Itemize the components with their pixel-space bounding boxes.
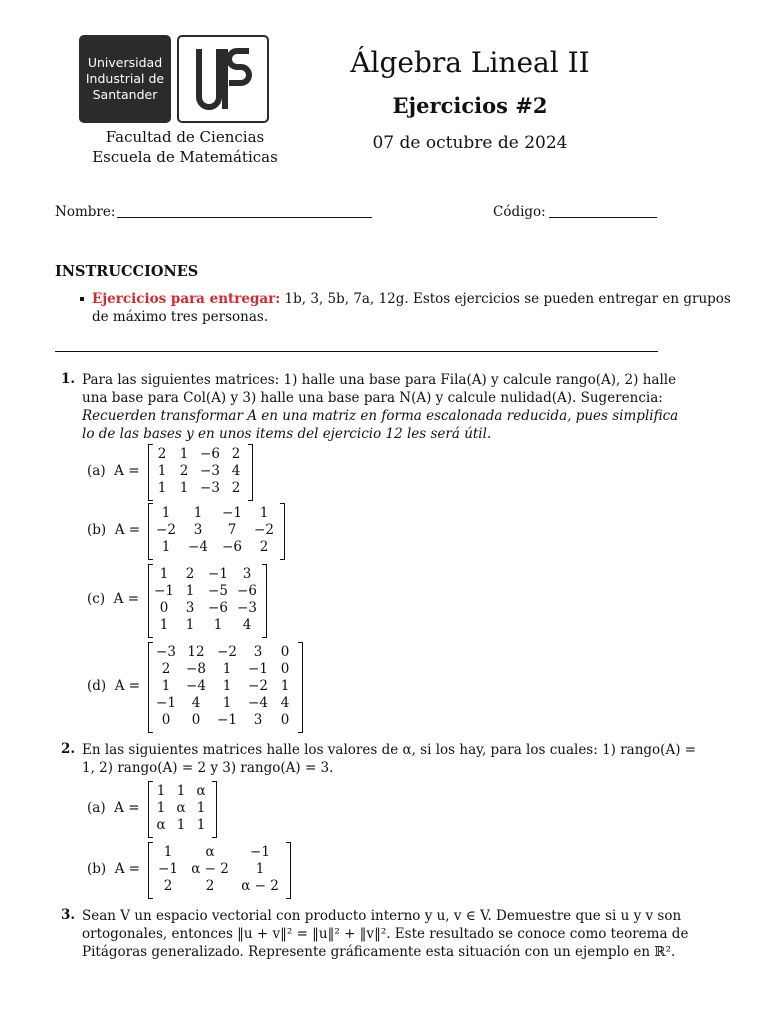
matrix-cell: −3: [237, 600, 257, 616]
matrix-cell: 1: [156, 783, 166, 799]
matrix-cell: 12: [187, 644, 205, 660]
matrix-cell: −1: [156, 695, 176, 711]
matrix-cell: 1: [222, 661, 232, 677]
name-label: Nombre:: [55, 204, 116, 220]
exercise-2-line-1: En las siguientes matrices halle los valores de α, si los hay, para los cuales: 1) rango(A) =: [82, 742, 697, 758]
matrix-cell: 3: [253, 644, 263, 660]
matrix-cell: 1: [280, 678, 290, 694]
matrix-cell: 1: [163, 844, 173, 860]
matrix-cell: α: [196, 783, 206, 799]
matrix-cell: 1: [259, 505, 269, 521]
matrix-cell: −2: [248, 678, 268, 694]
matrix-cell: −1: [250, 844, 270, 860]
matrix-right-bracket: [212, 781, 217, 838]
exercise-1-number: 1.: [61, 371, 76, 387]
matrix-cell: 1: [222, 678, 232, 694]
matrix-label: (b) A =: [87, 860, 141, 877]
matrix-cell: 0: [159, 600, 169, 616]
matrix-cell: 1: [196, 817, 206, 833]
matrix-cell: 3: [242, 566, 252, 582]
matrix-cell: 2: [231, 480, 241, 496]
matrix-cell: −4: [188, 539, 208, 555]
matrix-cell: 1: [157, 463, 167, 479]
matrix-cell: 2: [185, 566, 195, 582]
instructions-text-1: 1b, 3, 5b, 7a, 12g. Estos ejercicios se pueden entregar en grupos: [284, 291, 731, 307]
matrix-cell: 2: [205, 878, 215, 894]
matrix-right-bracket: [280, 503, 285, 560]
matrix-cell: −5: [208, 583, 228, 599]
matrix-cell: α: [205, 844, 215, 860]
matrix-right-bracket: [248, 444, 253, 501]
deliver-label: Ejercicios para entregar:: [92, 291, 281, 307]
name-field[interactable]: [117, 217, 372, 218]
matrix-cell: 4: [191, 695, 201, 711]
university-seal: [177, 35, 269, 123]
matrix-cell: 1: [159, 566, 169, 582]
bullet: [80, 297, 84, 301]
university-logo: [79, 35, 171, 123]
exercise-3-line-1: Sean V un espacio vectorial con producto interno y u, v ∈ V. Demuestre que si u y v son: [82, 908, 682, 924]
matrix-cell: 1: [176, 783, 186, 799]
matrix-cell: 1: [161, 678, 171, 694]
matrix-cell: −6: [208, 600, 228, 616]
exercise-1-line-2: una base para Col(A) y 3) halle una base para N(A) y calcule nulidad(A). Sugerencia:: [82, 390, 663, 406]
instructions-line-1: [92, 290, 731, 308]
matrix-cell: 1: [222, 695, 232, 711]
matrix-cell: −1: [208, 566, 228, 582]
matrix-cell: 1: [255, 861, 265, 877]
matrix-cell: −3: [200, 463, 220, 479]
matrix-cell: −8: [186, 661, 206, 677]
school: Escuela de Matemáticas: [92, 148, 278, 166]
matrix-cell: 3: [253, 712, 263, 728]
matrix-cell: α − 2: [241, 878, 279, 894]
matrix-cell: 2: [259, 539, 269, 555]
matrix-label: (a) A =: [87, 462, 140, 479]
uis-seal-icon: [179, 37, 267, 121]
logo-line-1: Universidad: [87, 55, 163, 70]
matrix-cell: 1: [157, 480, 167, 496]
matrix-cell: 1: [161, 505, 171, 521]
matrix-cell: −1: [154, 583, 174, 599]
matrix-cell: −1: [217, 712, 237, 728]
matrix-label: (d) A =: [87, 677, 141, 694]
matrix-cell: α: [156, 817, 166, 833]
matrix-cell: −2: [254, 522, 274, 538]
matrix-right-bracket: [262, 564, 267, 638]
matrix-cell: 0: [191, 712, 201, 728]
matrix-cell: 2: [157, 446, 167, 462]
matrix-cell: 3: [185, 600, 195, 616]
matrix-cell: −2: [217, 644, 237, 660]
matrix-cell: 0: [280, 661, 290, 677]
matrix-cell: −1: [222, 505, 242, 521]
exercise-1-line-3: Recuerden transformar A en una matriz en forma escalonada reducida, pues simplifica: [82, 408, 679, 424]
matrix-cell: 0: [280, 644, 290, 660]
matrix-cell: 1: [213, 617, 223, 633]
page-title: Álgebra Lineal II: [350, 46, 590, 79]
matrix-cell: α − 2: [191, 861, 229, 877]
matrix-cell: 1: [196, 800, 206, 816]
exercise-2-line-2: 1, 2) rango(A) = 2 y 3) rango(A) = 3.: [82, 760, 334, 776]
matrix-cell: 1: [193, 505, 203, 521]
matrix-cell: 1: [161, 539, 171, 555]
faculty: Facultad de Ciencias: [105, 128, 265, 146]
code-label: Código:: [493, 204, 546, 220]
matrix-cell: 0: [161, 712, 171, 728]
date: 07 de octubre de 2024: [372, 133, 568, 153]
matrix-cell: 1: [179, 446, 189, 462]
matrix-cell: −4: [186, 678, 206, 694]
logo-line-2: Industrial de: [85, 71, 165, 86]
matrix-label: (b) A =: [87, 521, 141, 538]
matrix-right-bracket: [298, 642, 303, 733]
matrix-cell: −6: [237, 583, 257, 599]
exercise-1-line-4: lo de las bases y en unos items del ejercicio 12 les será útil.: [82, 426, 492, 442]
exercise-3-line-3: Pitágoras generalizado. Represente gráficamente esta situación con un ejemplo en ℝ².: [82, 944, 676, 960]
matrix-cell: −1: [158, 861, 178, 877]
matrix-cell: −3: [200, 480, 220, 496]
matrix-cell: 2: [179, 463, 189, 479]
instructions-line-2: de máximo tres personas.: [92, 309, 269, 325]
exercise-2-number: 2.: [61, 741, 76, 757]
matrix-cell: 1: [159, 617, 169, 633]
matrix-cell: 4: [231, 463, 241, 479]
matrix-cell: −6: [222, 539, 242, 555]
matrix-right-bracket: [286, 842, 291, 899]
matrix-cell: −3: [156, 644, 176, 660]
matrix-cell: 2: [231, 446, 241, 462]
matrix-cell: −1: [248, 661, 268, 677]
matrix-cell: 1: [185, 583, 195, 599]
matrix-cell: 2: [163, 878, 173, 894]
matrix-cell: 2: [161, 661, 171, 677]
matrix-cell: 1: [176, 817, 186, 833]
matrix-cell: 4: [280, 695, 290, 711]
matrix-cell: 1: [179, 480, 189, 496]
code-field[interactable]: [549, 217, 657, 218]
matrix-label: (c) A =: [87, 591, 140, 607]
matrix-cell: −6: [200, 446, 220, 462]
logo-line-3: Santander: [92, 87, 158, 102]
divider: [55, 351, 658, 352]
exercise-1-line-1: Para las siguientes matrices: 1) halle una base para Fila(A) y calcule rango(A), 2) halle: [82, 372, 677, 388]
matrix-cell: 1: [156, 800, 166, 816]
matrix-label: (a) A =: [87, 799, 140, 816]
matrix-cell: 7: [227, 522, 237, 538]
exercise-3-number: 3.: [61, 907, 76, 923]
matrix-cell: −2: [156, 522, 176, 538]
matrix-cell: 1: [185, 617, 195, 633]
page-subtitle: Ejercicios #2: [392, 93, 548, 118]
matrix-cell: 3: [193, 522, 203, 538]
matrix-cell: 4: [242, 617, 252, 633]
matrix-cell: −4: [248, 695, 268, 711]
matrix-cell: α: [176, 800, 186, 816]
matrix-cell: 0: [280, 712, 290, 728]
exercise-3-line-2: ortogonales, entonces ‖u + v‖² = ‖u‖² + ‖v‖². Este resultado se conoce como teorema de: [82, 926, 689, 942]
instructions-heading: INSTRUCCIONES: [55, 263, 199, 280]
